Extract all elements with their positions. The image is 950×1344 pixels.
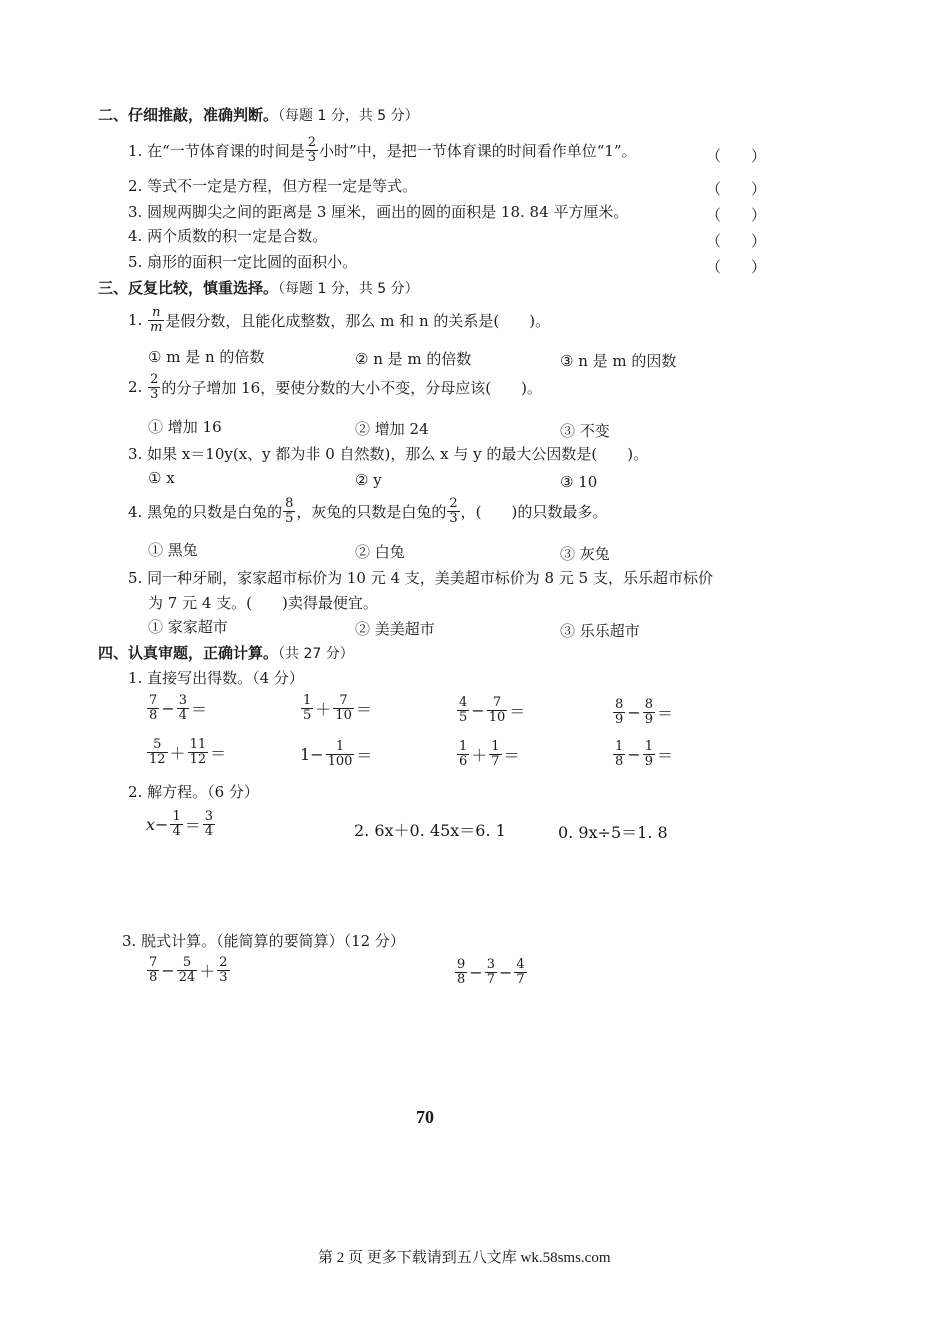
- judge-item-5: 5. 扇形的面积一定比圆的面积小。: [128, 253, 358, 271]
- q4-option-2[interactable]: ② 白兔: [355, 543, 405, 561]
- section-4-heading: [98, 642, 354, 663]
- calc-expression: $\frac{1}{5}$ ＋ $\frac{7}{10}$ ＝: [303, 693, 372, 723]
- equation-3: 0. 9x÷5＝1. 8: [558, 823, 668, 842]
- judge-item-4: 4. 两个质数的积一定是合数。: [128, 227, 328, 245]
- fraction: $\frac{2}{3}$: [449, 496, 458, 526]
- calc-expression: $\frac{1}{6}$ ＋ $\frac{1}{7}$ ＝: [459, 739, 520, 769]
- judge-item-1-pre: 1. 在“一节体育课的时间是: [128, 141, 305, 160]
- q3-option-1[interactable]: ① x: [148, 469, 175, 487]
- choice-question-4: 4. 黑兔的只数是白兔的 $\frac{8}{5}$ ，灰兔的只数是白兔的 $\frac{2}{3}$ ，( )的只数最多。: [128, 496, 608, 526]
- choice-question-5-line2: 为 7 元 4 支。( )卖得最便宜。: [148, 594, 378, 612]
- judge-item-1-post: 小时”中，是把一节体育课的时间看作单位“1”。: [319, 141, 637, 160]
- section-4-title: 四、认真审题，正确计算。: [98, 644, 279, 662]
- section-3-note: （每题 1 分，共 5 分）: [278, 281, 419, 297]
- answer-paren-1[interactable]: （ ）: [706, 147, 767, 165]
- q2-option-1[interactable]: ① 增加 16: [148, 418, 222, 436]
- sub-question-2: 2. 解方程。（6 分）: [128, 783, 259, 801]
- q1-option-2[interactable]: ② n 是 m 的倍数: [355, 350, 472, 368]
- sub-question-3: 3. 脱式计算。（能简算的要简算）（12 分）: [122, 932, 405, 950]
- q5-option-1[interactable]: ① 家家超市: [148, 618, 228, 636]
- fraction: $\frac{2}{3}$: [150, 372, 159, 402]
- q4-option-3[interactable]: ③ 灰兔: [560, 545, 610, 563]
- judge-item-1: [128, 136, 637, 164]
- q3-option-2[interactable]: ② y: [355, 471, 382, 489]
- section-4-note: （共 27 分）: [278, 646, 354, 662]
- calc-expression: 1− $\frac{1}{100}$ ＝: [300, 739, 373, 769]
- equation-2: 2. 6x＋0. 45x＝6. 1: [354, 821, 506, 840]
- section-3-heading: [98, 277, 419, 298]
- fraction: $\frac{2}{3}$: [307, 135, 317, 165]
- calc-expression: $\frac{8}{9}$ − $\frac{8}{9}$ ＝: [615, 697, 673, 727]
- section-2-title: 二、仔细推敲，准确判断。: [98, 106, 279, 124]
- section-2-note: （每题 1 分，共 5 分）: [278, 108, 419, 124]
- answer-paren-3[interactable]: （ ）: [706, 206, 767, 224]
- q1-option-3[interactable]: ③ n 是 m 的因数: [560, 352, 677, 370]
- footer-text: 第 2 页 更多下载请到五八文库 wk.58sms.com: [318, 1250, 611, 1266]
- choice-question-1: 1. $\frac{n}{m}$ 是假分数，且能化成整数，那么 m 和 n 的关系是( )。: [128, 305, 551, 335]
- choice-question-2: 2. $\frac{2}{3}$ 的分子增加 16，要使分数的大小不变，分母应该( )。: [128, 372, 542, 402]
- answer-paren-5[interactable]: （ ）: [706, 258, 767, 276]
- judge-item-3: 3. 圆规两脚尖之间的距离是 3 厘米，画出的圆的面积是 18. 84 平方厘米。: [128, 203, 629, 221]
- judge-item-2: 2. 等式不一定是方程，但方程一定是等式。: [128, 177, 418, 195]
- section-2-heading: [98, 104, 419, 125]
- q1-option-1[interactable]: ① m 是 n 的倍数: [148, 348, 265, 366]
- calc-expression: $\frac{1}{8}$ − $\frac{1}{9}$ ＝: [615, 739, 673, 769]
- answer-paren-2[interactable]: （ ）: [706, 180, 767, 198]
- answer-paren-4[interactable]: （ ）: [706, 232, 767, 250]
- q4-option-1[interactable]: ① 黑兔: [148, 541, 198, 559]
- q2-option-2[interactable]: ② 增加 24: [355, 420, 429, 438]
- q2-option-3[interactable]: ③ 不变: [560, 422, 610, 440]
- fraction: $\frac{8}{5}$: [285, 496, 294, 526]
- choice-question-3: 3. 如果 x＝10y(x、y 都为非 0 自然数)，那么 x 与 y 的最大公因数是( )。: [128, 445, 649, 463]
- step-calc-1: $\frac{7}{8}$ − $\frac{5}{24}$ ＋ $\frac{2}{3}$: [149, 955, 228, 985]
- section-3-title: 三、反复比较，慎重选择。: [98, 279, 279, 297]
- choice-question-5-line1: 5. 同一种牙刷，家家超市标价为 10 元 4 支，美美超市标价为 8 元 5 支，乐乐超市标价: [128, 569, 713, 587]
- sub-question-1: 1. 直接写出得数。（4 分）: [128, 669, 304, 687]
- q5-option-2[interactable]: ② 美美超市: [355, 620, 435, 638]
- step-calc-2: $\frac{9}{8}$ − $\frac{3}{7}$ − $\frac{4}{7}$: [457, 957, 525, 987]
- calc-expression: $\frac{5}{12}$ ＋ $\frac{11}{12}$ ＝: [149, 737, 227, 767]
- fraction: $\frac{n}{m}$: [150, 305, 163, 335]
- q3-option-3[interactable]: ③ 10: [560, 473, 598, 491]
- calc-expression: $\frac{4}{5}$ − $\frac{7}{10}$ ＝: [459, 695, 526, 725]
- q5-option-3[interactable]: ③ 乐乐超市: [560, 622, 640, 640]
- equation-1: x− $\frac{1}{4}$ ＝ $\frac{3}{4}$: [146, 809, 214, 839]
- page-number: 70: [416, 1107, 434, 1127]
- calc-expression: $\frac{7}{8}$ − $\frac{3}{4}$ ＝: [149, 693, 207, 723]
